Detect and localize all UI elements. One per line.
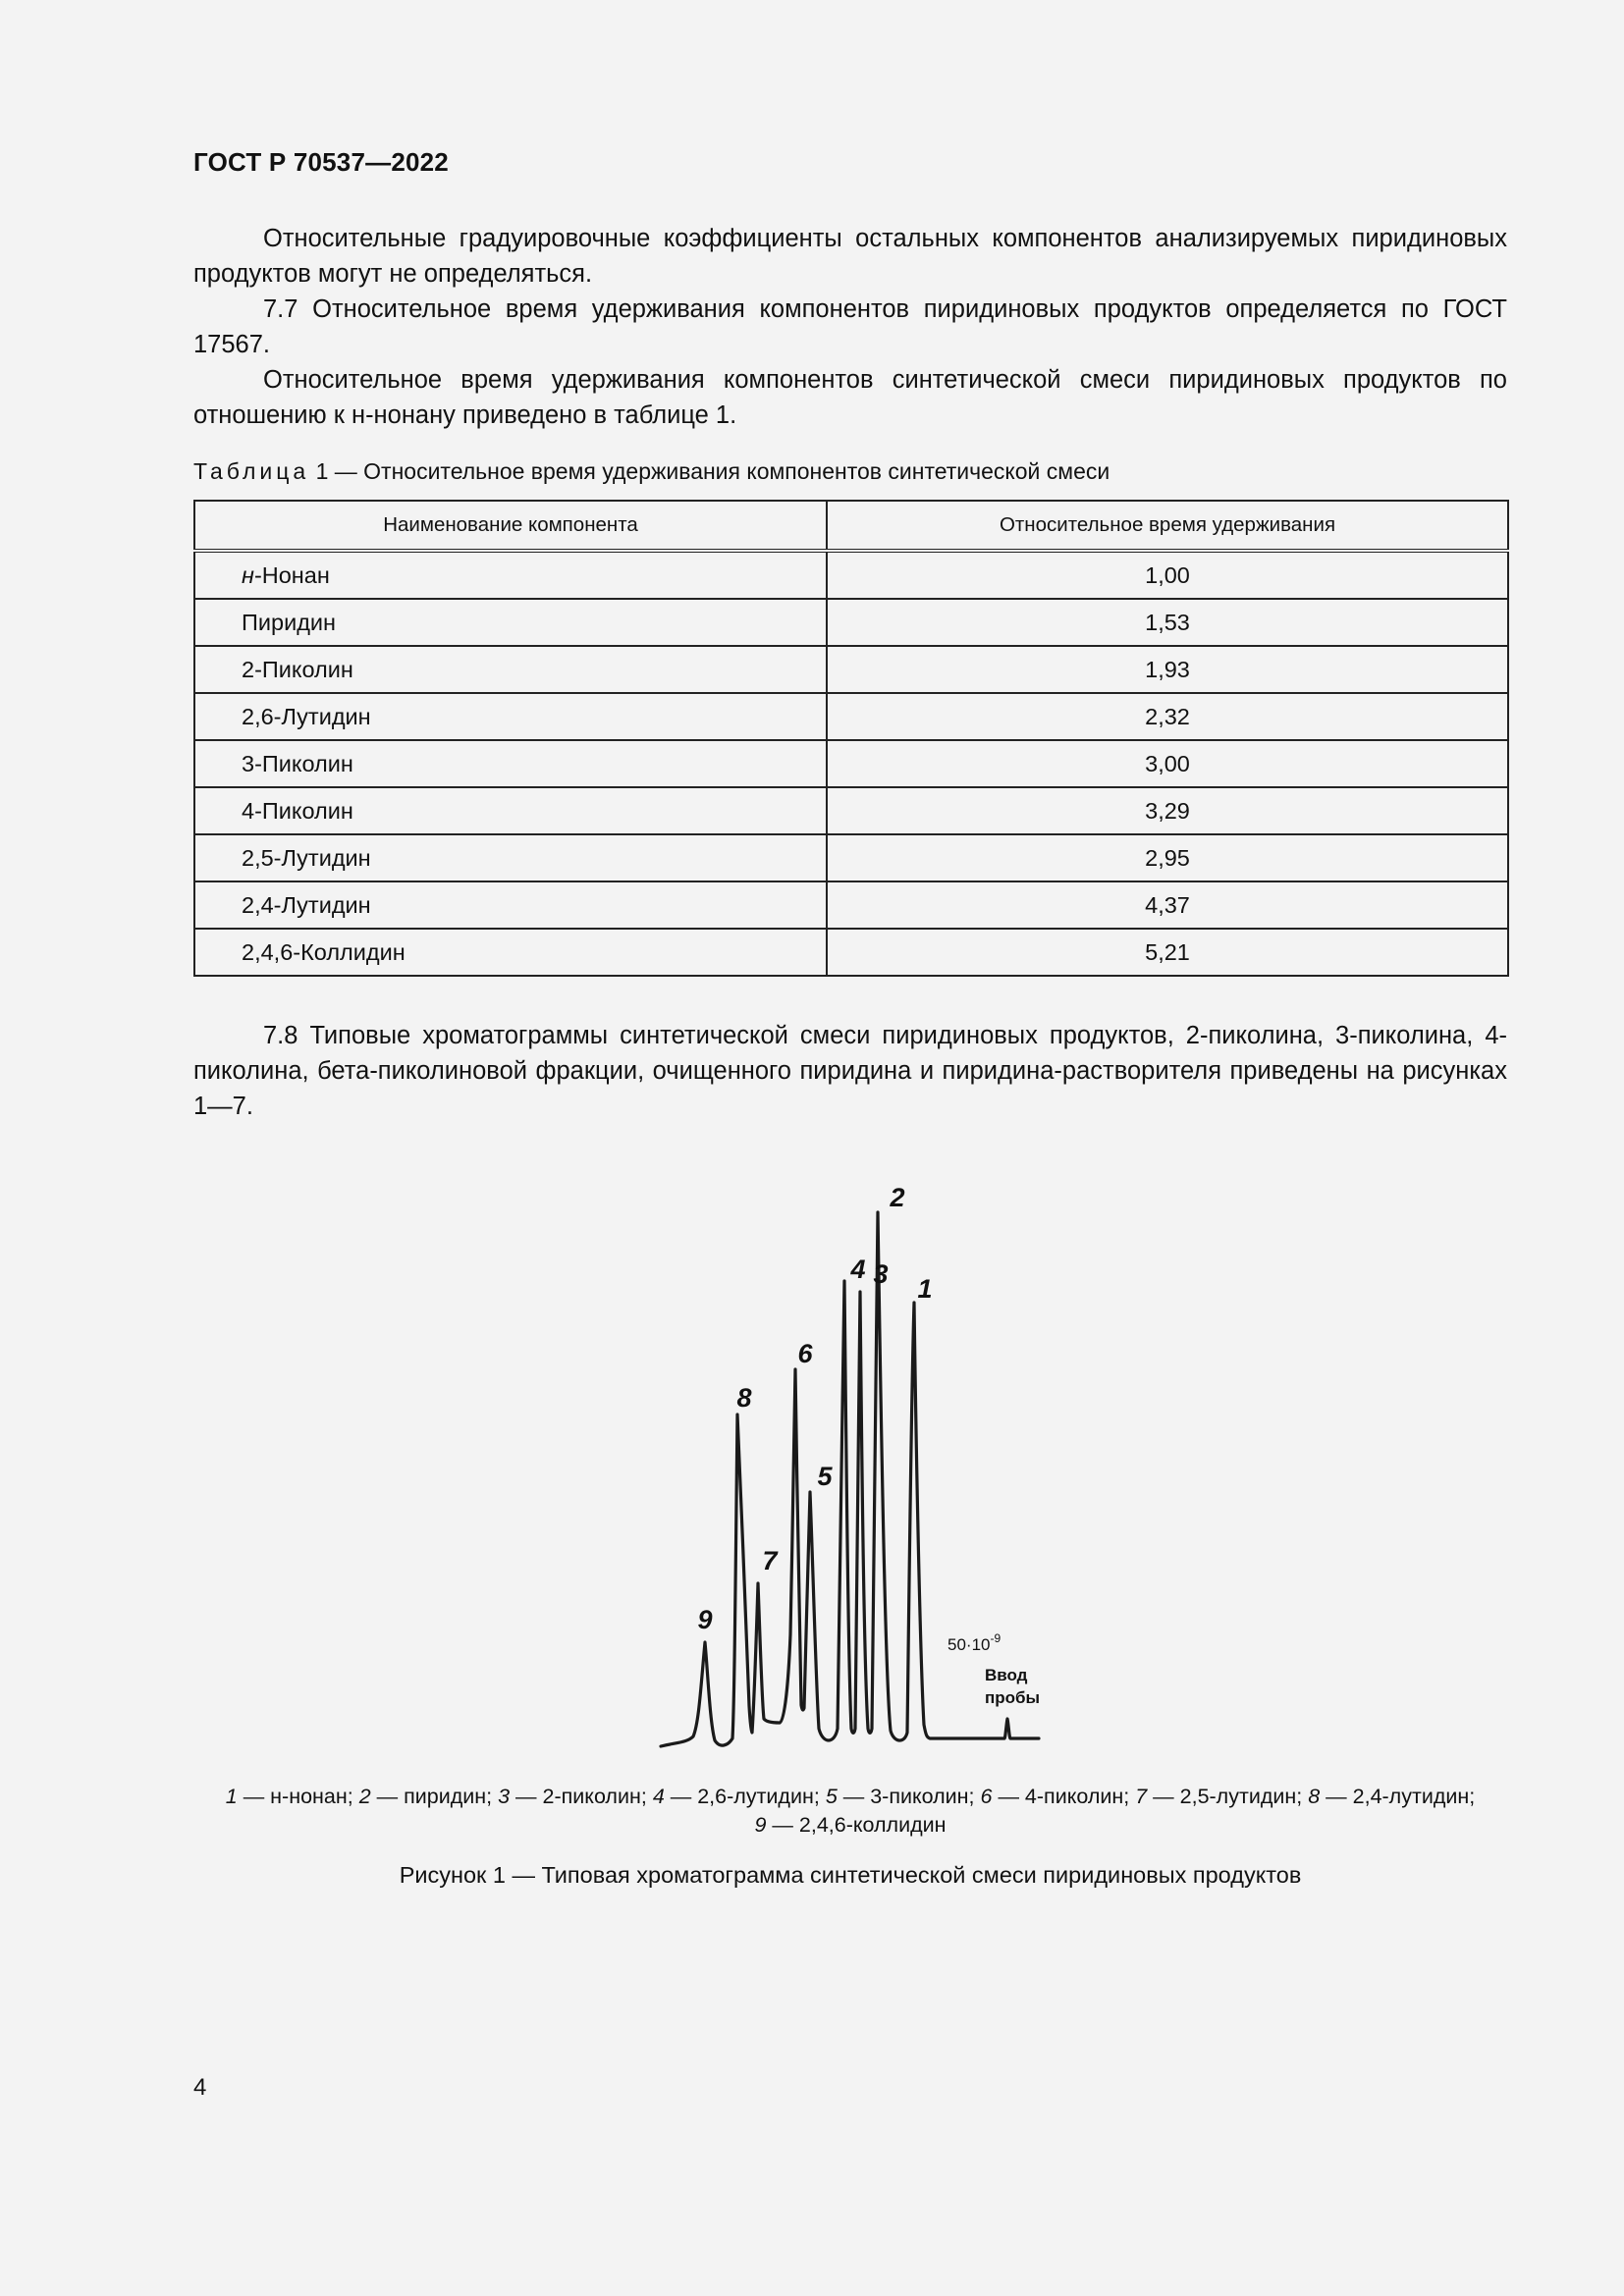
column-header: Относительное время удерживания — [827, 501, 1508, 551]
text-block-78 — [193, 1018, 1507, 1124]
table-row — [194, 693, 1508, 740]
legend-text: — 2,4,6-коллидин — [766, 1813, 947, 1837]
scale-label — [947, 1631, 1001, 1654]
legend-text: — н-нонан; — [237, 1785, 359, 1808]
legend-text: — 2,6-лутидин; — [664, 1785, 826, 1808]
retention-value-cell: 1,00 — [827, 551, 1508, 599]
chromatogram-figure — [648, 1173, 1060, 1762]
page-number: 4 — [193, 2074, 207, 2101]
component-name-cell — [194, 834, 827, 881]
injection-label-line2: пробы — [985, 1688, 1041, 1707]
peak-label-7: 7 — [762, 1546, 778, 1575]
legend-number: 6 — [980, 1785, 993, 1808]
legend-number: 7 — [1135, 1785, 1148, 1808]
retention-value-cell: 1,93 — [827, 646, 1508, 693]
table-row — [194, 929, 1508, 976]
component-name: -Нонан — [253, 561, 330, 588]
table-body — [194, 551, 1508, 976]
scale-base: 50·10 — [947, 1635, 991, 1654]
component-name-cell — [194, 740, 827, 787]
component-name-cell — [194, 693, 827, 740]
component-name-cell — [194, 646, 827, 693]
figure-legend — [193, 1783, 1507, 1840]
component-name-cell — [194, 599, 827, 646]
legend-number: 4 — [652, 1785, 665, 1808]
table-row — [194, 551, 1508, 599]
table-row — [194, 740, 1508, 787]
paragraph: Относительное время удерживания компонентов синтетической смеси пиридиновых продуктов по отношению к н-нонану приведено в таблице 1. — [193, 366, 1507, 429]
peak-label-5: 5 — [817, 1462, 833, 1491]
retention-value-cell: 3,29 — [827, 787, 1508, 834]
paragraph: Относительные градуировочные коэффициенты остальных компонентов анализируемых пиридиновых продуктов могут не определяться. — [193, 225, 1507, 288]
table-row — [194, 834, 1508, 881]
retention-value-cell: 1,53 — [827, 599, 1508, 646]
peak-label-6: 6 — [797, 1339, 813, 1368]
component-prefix: н — [242, 561, 254, 588]
table-caption — [193, 458, 1110, 485]
component-name-cell — [194, 551, 827, 599]
legend-text: — 2,4-лутидин; — [1320, 1785, 1476, 1808]
peak-label-8: 8 — [736, 1383, 752, 1413]
chromatogram-trace — [661, 1212, 1039, 1746]
legend-text: — 2,5-лутидин; — [1147, 1785, 1309, 1808]
retention-value-cell: 5,21 — [827, 929, 1508, 976]
component-name: 4-Пиколин — [242, 797, 353, 824]
retention-value-cell: 4,37 — [827, 881, 1508, 929]
table-header-row — [194, 501, 1508, 551]
figure-caption: Рисунок 1 — Типовая хроматограмма синтетической смеси пиридиновых продуктов — [399, 1862, 1302, 1888]
legend-text: — 3-пиколин; — [837, 1785, 981, 1808]
paragraph: 7.7 Относительное время удерживания компонентов пиридиновых продуктов определяется по ГОСТ 17567. — [193, 295, 1507, 358]
retention-value-cell: 2,95 — [827, 834, 1508, 881]
component-name-cell — [194, 787, 827, 834]
injection-label-line1: Ввод — [985, 1666, 1028, 1684]
peak-label-9: 9 — [697, 1605, 713, 1634]
component-name: Пиридин — [242, 609, 337, 635]
text-block-top — [193, 221, 1507, 433]
scale-exponent: -9 — [990, 1631, 1001, 1645]
table-caption-text: 1 — Относительное время удерживания компонентов синтетической смеси — [309, 458, 1110, 484]
component-name-cell — [194, 929, 827, 976]
paragraph: 7.8 Типовые хроматограммы синтетической смеси пиридиновых продуктов, 2-пиколина, 3-пиколина, 4-пиколина, бета-пиколиновой фракции, очищенного пиридина и пиридина-растворителя приведены на рисунках 1—7. — [193, 1022, 1507, 1120]
component-name: 2,4-Лутидин — [242, 891, 371, 918]
component-name: 2,4,6-Коллидин — [242, 938, 406, 965]
component-name: 2,6-Лутидин — [242, 703, 371, 729]
component-name: 2,5-Лутидин — [242, 844, 371, 871]
column-header: Наименование компонента — [194, 501, 827, 551]
retention-value-cell: 2,32 — [827, 693, 1508, 740]
legend-number: 1 — [225, 1785, 238, 1808]
legend-text: — 2-пиколин; — [510, 1785, 653, 1808]
table-row — [194, 787, 1508, 834]
legend-text: — пиридин; — [370, 1785, 499, 1808]
component-name-cell — [194, 881, 827, 929]
legend-text: — 4-пиколин; — [992, 1785, 1136, 1808]
component-name: 3-Пиколин — [242, 750, 353, 776]
table-row — [194, 881, 1508, 929]
retention-table — [193, 500, 1509, 977]
legend-number: 3 — [498, 1785, 511, 1808]
peak-label-2: 2 — [890, 1183, 905, 1212]
peak-label-1: 1 — [917, 1274, 933, 1304]
peak-label-3: 3 — [873, 1259, 889, 1289]
peak-label-4: 4 — [850, 1255, 866, 1284]
legend-number: 2 — [358, 1785, 371, 1808]
standard-header: ГОСТ Р 70537—2022 — [193, 147, 449, 177]
table-caption-word: Таблица — [193, 458, 310, 484]
component-name: 2-Пиколин — [242, 656, 353, 682]
legend-number: 9 — [754, 1813, 767, 1837]
legend-number: 8 — [1308, 1785, 1321, 1808]
table-row — [194, 646, 1508, 693]
legend-number: 5 — [825, 1785, 838, 1808]
table-row — [194, 599, 1508, 646]
retention-value-cell: 3,00 — [827, 740, 1508, 787]
